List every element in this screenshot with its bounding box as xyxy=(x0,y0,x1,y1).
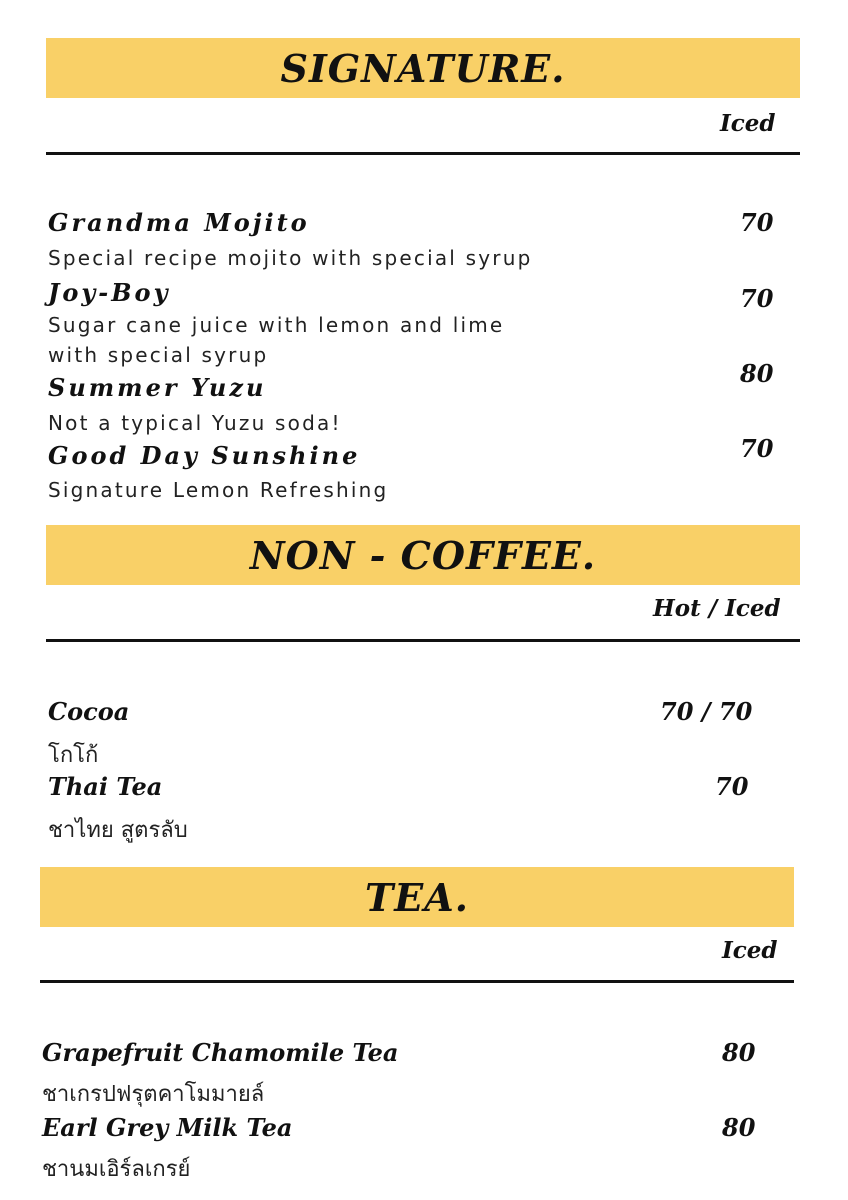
item-name-good-day-sunshine: Good Day Sunshine xyxy=(48,441,361,470)
item-price-grandma-mojito: 70 xyxy=(740,208,774,237)
signature-column-header: Iced xyxy=(720,110,776,137)
non-coffee-banner xyxy=(46,525,800,585)
tea-banner xyxy=(40,867,794,927)
item-desc-grandma-mojito: Special recipe mojito with special syrup xyxy=(48,246,533,270)
item-desc-earl-grey-milk-tea: ชานมเอิร์ลเกรย์ xyxy=(42,1157,191,1182)
tea-column-header: Iced xyxy=(722,937,778,964)
item-name-cocoa: Cocoa xyxy=(48,697,130,726)
item-name-thai-tea: Thai Tea xyxy=(48,772,163,801)
item-price-summer-yuzu: 80 xyxy=(740,359,774,388)
tea-title: TEA. xyxy=(365,874,469,920)
non-coffee-column-header: Hot / Iced xyxy=(653,595,781,622)
item-price-cocoa: 70 / 70 xyxy=(660,697,753,726)
item-desc-joy-boy-line2: with special syrup xyxy=(48,343,269,367)
item-price-earl-grey-milk-tea: 80 xyxy=(722,1113,756,1142)
item-desc-thai-tea: ชาไทย สูตรลับ xyxy=(48,818,188,843)
item-price-good-day-sunshine: 70 xyxy=(740,434,774,463)
tea-divider xyxy=(40,980,794,983)
non-coffee-divider xyxy=(46,639,800,642)
item-price-grapefruit-chamomile-tea: 80 xyxy=(722,1038,756,1067)
item-name-joy-boy: Joy-Boy xyxy=(48,278,171,307)
item-desc-summer-yuzu: Not a typical Yuzu soda! xyxy=(48,411,342,435)
item-name-grandma-mojito: Grandma Mojito xyxy=(48,208,310,237)
item-desc-good-day-sunshine: Signature Lemon Refreshing xyxy=(48,478,389,502)
item-desc-cocoa: โกโก้ xyxy=(48,743,99,768)
non-coffee-title: NON - COFFEE. xyxy=(249,532,597,578)
signature-banner xyxy=(46,38,800,98)
item-name-summer-yuzu: Summer Yuzu xyxy=(48,373,267,402)
signature-divider xyxy=(46,152,800,155)
item-desc-joy-boy-line1: Sugar cane juice with lemon and lime xyxy=(48,313,505,337)
signature-title: SIGNATURE. xyxy=(280,45,566,91)
item-name-grapefruit-chamomile-tea: Grapefruit Chamomile Tea xyxy=(42,1038,399,1067)
item-price-joy-boy: 70 xyxy=(740,284,774,313)
item-desc-grapefruit-chamomile-tea: ชาเกรปฟรุตคาโมมายล์ xyxy=(42,1082,265,1107)
item-name-earl-grey-milk-tea: Earl Grey Milk Tea xyxy=(42,1113,293,1142)
item-price-thai-tea: 70 xyxy=(715,772,749,801)
